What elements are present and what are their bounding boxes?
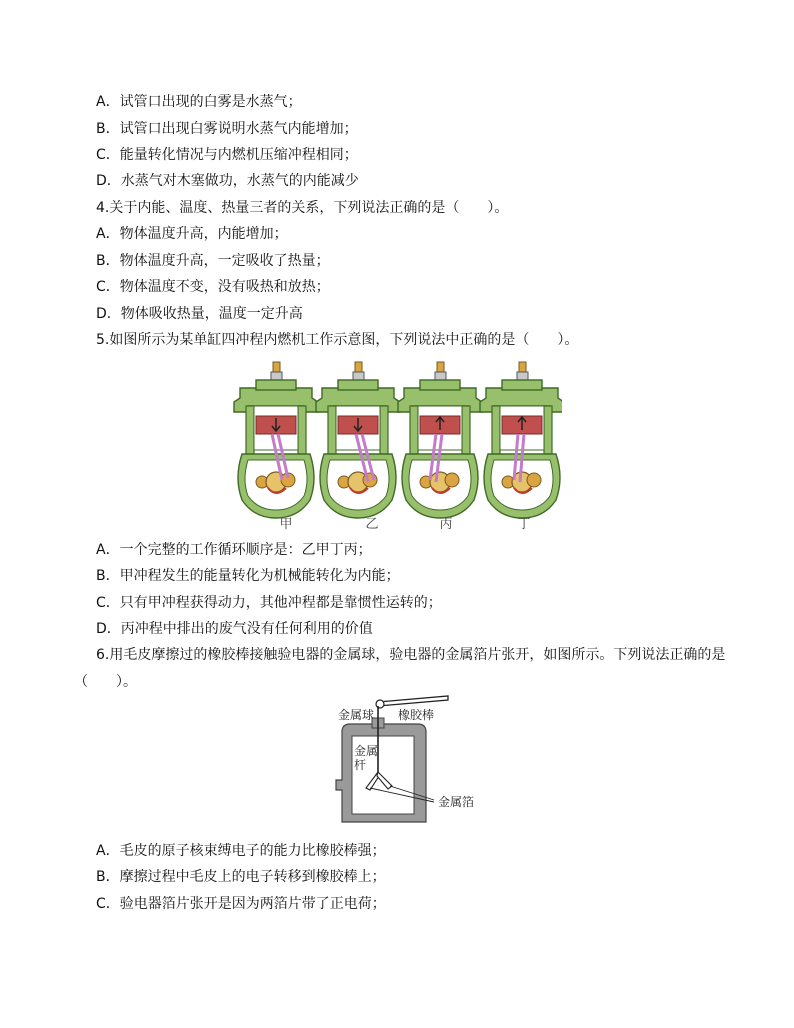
q4-option-c: C．物体温度不变，没有吸热和放热； [96, 279, 330, 295]
engine-bing [398, 362, 482, 518]
q4-option-a: A．物体温度升高，内能增加； [96, 226, 288, 242]
q5-option-c: C．只有甲冲程获得动力，其他冲程都是靠惯性运转的； [96, 595, 442, 611]
q6-stem-line2: （ ）。 [74, 674, 137, 690]
label-metal-ball: 金属球 [338, 708, 375, 722]
label-rubber-rod: 橡胶棒 [398, 708, 435, 722]
label-metal-stem-a: 金属 [354, 744, 379, 758]
engine-jia [234, 362, 318, 518]
q3-option-b: B．试管口出现白雾说明水蒸气内能增加； [96, 121, 358, 137]
label-bing: 丙 [439, 517, 453, 532]
q5-option-b: B．甲冲程发生的能量转化为机械能转化为内能； [96, 568, 400, 584]
engine-yi [316, 362, 400, 518]
q4-option-d: D．物体吸收热量，温度一定升高 [96, 306, 303, 322]
q3-option-d: D．水蒸气对木塞做功，水蒸气的内能减少 [96, 173, 359, 189]
engine-ding [480, 362, 562, 518]
label-metal-stem-b: 杆 [354, 758, 367, 772]
q6-option-c: C．验电器箔片张开是因为两箔片带了正电荷； [96, 896, 386, 912]
q3-option-c: C．能量转化情况与内燃机压缩冲程相同； [96, 147, 358, 163]
label-metal-foil: 金属箔 [438, 795, 475, 809]
label-yi: 乙 [365, 517, 379, 532]
q3-option-a: A．试管口出现的白雾是水蒸气； [96, 94, 302, 110]
q5-stem: 5.如图所示为某单缸四冲程内燃机工作示意图，下列说法中正确的是（ ）。 [96, 332, 579, 348]
q4-option-b: B．物体温度升高，一定吸收了热量； [96, 253, 330, 269]
q6-option-b: B．摩擦过程中毛皮上的电子转移到橡胶棒上； [96, 869, 386, 885]
q4-stem: 4.关于内能、温度、热量三者的关系，下列说法正确的是（ ）。 [96, 200, 509, 216]
label-jia: 甲 [279, 517, 293, 532]
q6-option-a: A．毛皮的原子核束缚电子的能力比橡胶棒强； [96, 843, 386, 859]
q5-option-a: A．一个完整的工作循环顺序是：乙甲丁丙； [96, 542, 372, 558]
q5-option-d: D．丙冲程中排出的废气没有任何利用的价值 [96, 621, 373, 637]
engine-stroke-figure [232, 358, 562, 534]
electroscope-figure [334, 692, 484, 832]
q6-stem-line1: 6.用毛皮摩擦过的橡胶棒接触验电器的金属球，验电器的金属箔片张开，如图所示。下列说法正确的是 [96, 647, 726, 663]
label-ding: 丁 [517, 517, 531, 532]
